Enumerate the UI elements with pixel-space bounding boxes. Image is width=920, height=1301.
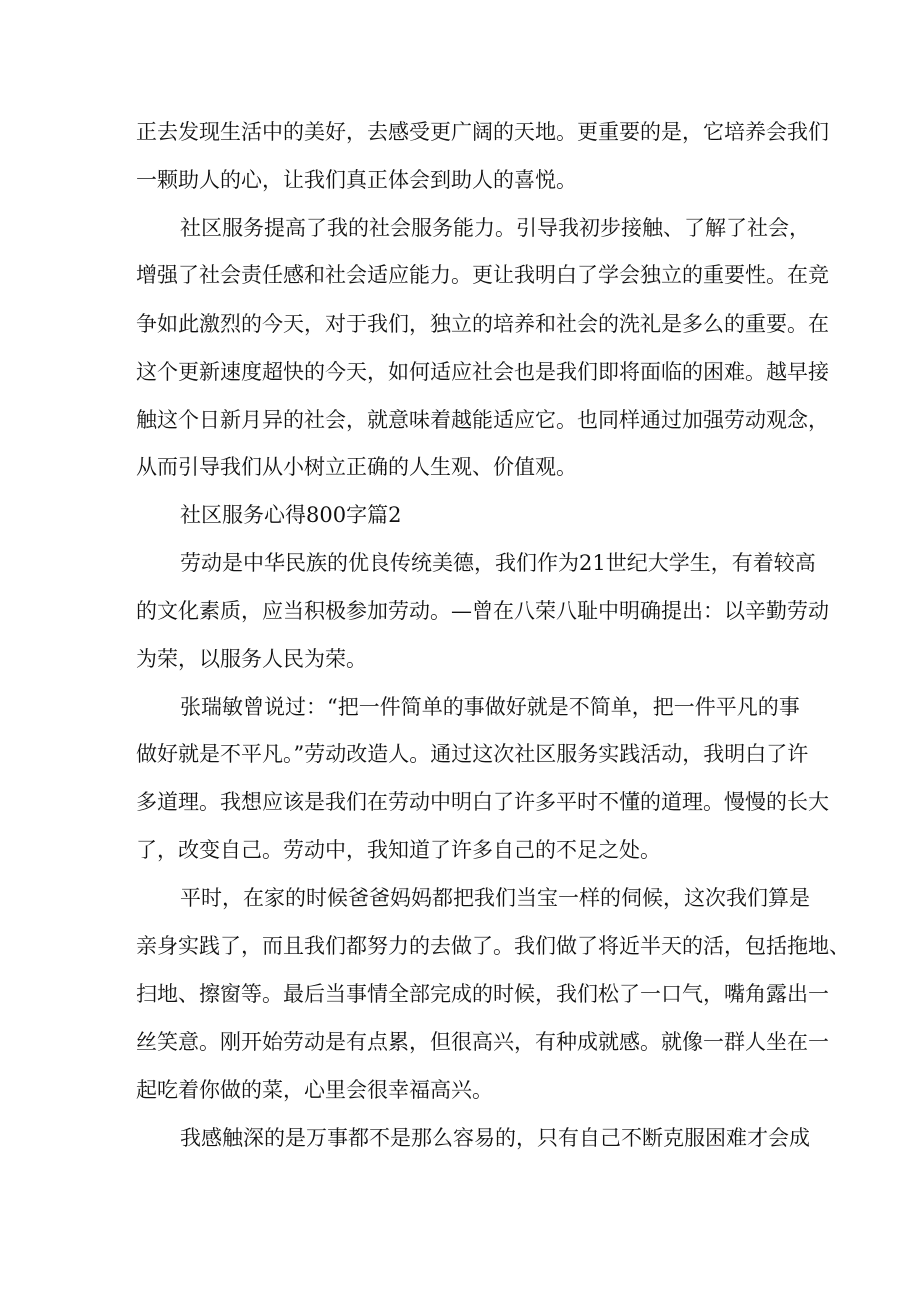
text-line: 做好就是不平凡。”劳动改造人。通过这次社区服务实践活动，我明白了许 [136, 742, 809, 766]
text-line: 亲身实践了，而且我们都努力的去做了。我们做了将近半天的活，包括拖地、 [136, 934, 850, 958]
text-line: 的文化素质，应当积极参加劳动。—曾在八荣八耻中明确提出：以辛勤劳动 [136, 599, 829, 623]
text-line: 增强了社会责任感和社会适应能力。更让我明白了学会独立的重要性。在竞 [136, 263, 829, 287]
text-line: 张瑞敏曾说过：“把一件简单的事做好就是不简单，把一件平凡的事 [180, 695, 800, 719]
text-line: 一颗助人的心，让我们真正体会到助人的喜悦。 [136, 168, 577, 192]
text-line: 丝笑意。刚开始劳动是有点累，但很高兴，有种成就感。就像一群人坐在一 [136, 1030, 829, 1054]
text-line: 劳动是中华民族的优良传统美德，我们作为21世纪大学生，有着较高 [180, 551, 816, 575]
text-line: 我感触深的是万事都不是那么容易的，只有自己不断克服困难才会成 [180, 1126, 810, 1150]
text-line: 起吃着你做的菜，心里会很幸福高兴。 [136, 1078, 493, 1102]
text-line: 为荣，以服务人民为荣。 [136, 647, 367, 671]
text-line: 这个更新速度超快的今天，如何适应社会也是我们即将面临的困难。越早接 [136, 360, 829, 384]
text-line: 正去发现生活中的美好，去感受更广阔的天地。更重要的是，它培养会我们 [136, 120, 829, 144]
section-heading: 社区服务心得800字篇2 [180, 503, 402, 527]
text-line: 扫地、擦窗等。最后当事情全部完成的时候，我们松了一口气，嘴角露出一 [136, 982, 829, 1006]
text-line: 社区服务提高了我的社会服务能力。引导我初步接触、了解了社会， [180, 216, 810, 240]
text-line: 平时，在家的时候爸爸妈妈都把我们当宝一样的伺候，这次我们算是 [180, 886, 810, 910]
text-line: 从而引导我们从小树立正确的人生观、价值观。 [136, 455, 577, 479]
text-line: 多道理。我想应该是我们在劳动中明白了许多平时不懂的道理。慢慢的长大 [136, 790, 829, 814]
text-line: 触这个日新月异的社会，就意味着越能适应它。也同样通过加强劳动观念， [136, 408, 829, 432]
text-line: 了，改变自己。劳动中，我知道了许多自己的不足之处。 [136, 838, 661, 862]
text-line: 争如此激烈的今天，对于我们，独立的培养和社会的洗礼是多么的重要。在 [136, 312, 829, 336]
